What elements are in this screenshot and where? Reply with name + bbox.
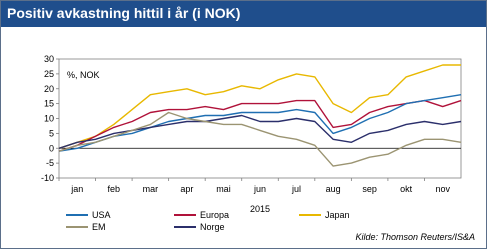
x-tick-label: jan	[71, 184, 84, 194]
y-tick-label: -10	[40, 173, 54, 183]
y-tick-label: 25	[43, 68, 54, 79]
line-chart	[1, 1, 486, 248]
y-tick-label: 15	[43, 98, 54, 109]
x-tick-label: feb	[107, 184, 121, 194]
plot-area	[59, 59, 461, 178]
legend-label-em: EM	[92, 222, 106, 232]
y-tick-label: -5	[45, 158, 54, 169]
x-tick-label: mar	[142, 184, 159, 194]
x-tick-label: jun	[253, 184, 267, 194]
x-tick-label: mai	[216, 184, 231, 194]
x-axis-label: 2015	[249, 204, 271, 214]
y-tick-label: 20	[43, 83, 54, 94]
x-tick-label: jul	[292, 184, 302, 194]
legend-label-japan: Japan	[325, 210, 350, 220]
x-tick-label: sep	[362, 184, 377, 194]
x-tick-label: nov	[435, 184, 450, 194]
y-tick-label: 10	[43, 113, 54, 124]
y-tick-label: 5	[48, 128, 54, 139]
y-tick-label: 0	[48, 143, 54, 154]
y-tick-label: 30	[43, 54, 54, 64]
legend-label-usa: USA	[92, 210, 111, 220]
unit-label: %, NOK	[67, 70, 100, 80]
legend-label-norge: Norge	[200, 222, 225, 232]
legend-label-europa: Europa	[200, 210, 230, 220]
chart-title: Positiv avkastning hittil i år (i NOK)	[7, 5, 241, 21]
x-tick-label: aug	[325, 184, 341, 194]
source-note: Kilde: Thomson Reuters/IS&A	[355, 232, 475, 242]
x-tick-label: okt	[400, 184, 413, 194]
x-tick-label: apr	[180, 184, 194, 194]
